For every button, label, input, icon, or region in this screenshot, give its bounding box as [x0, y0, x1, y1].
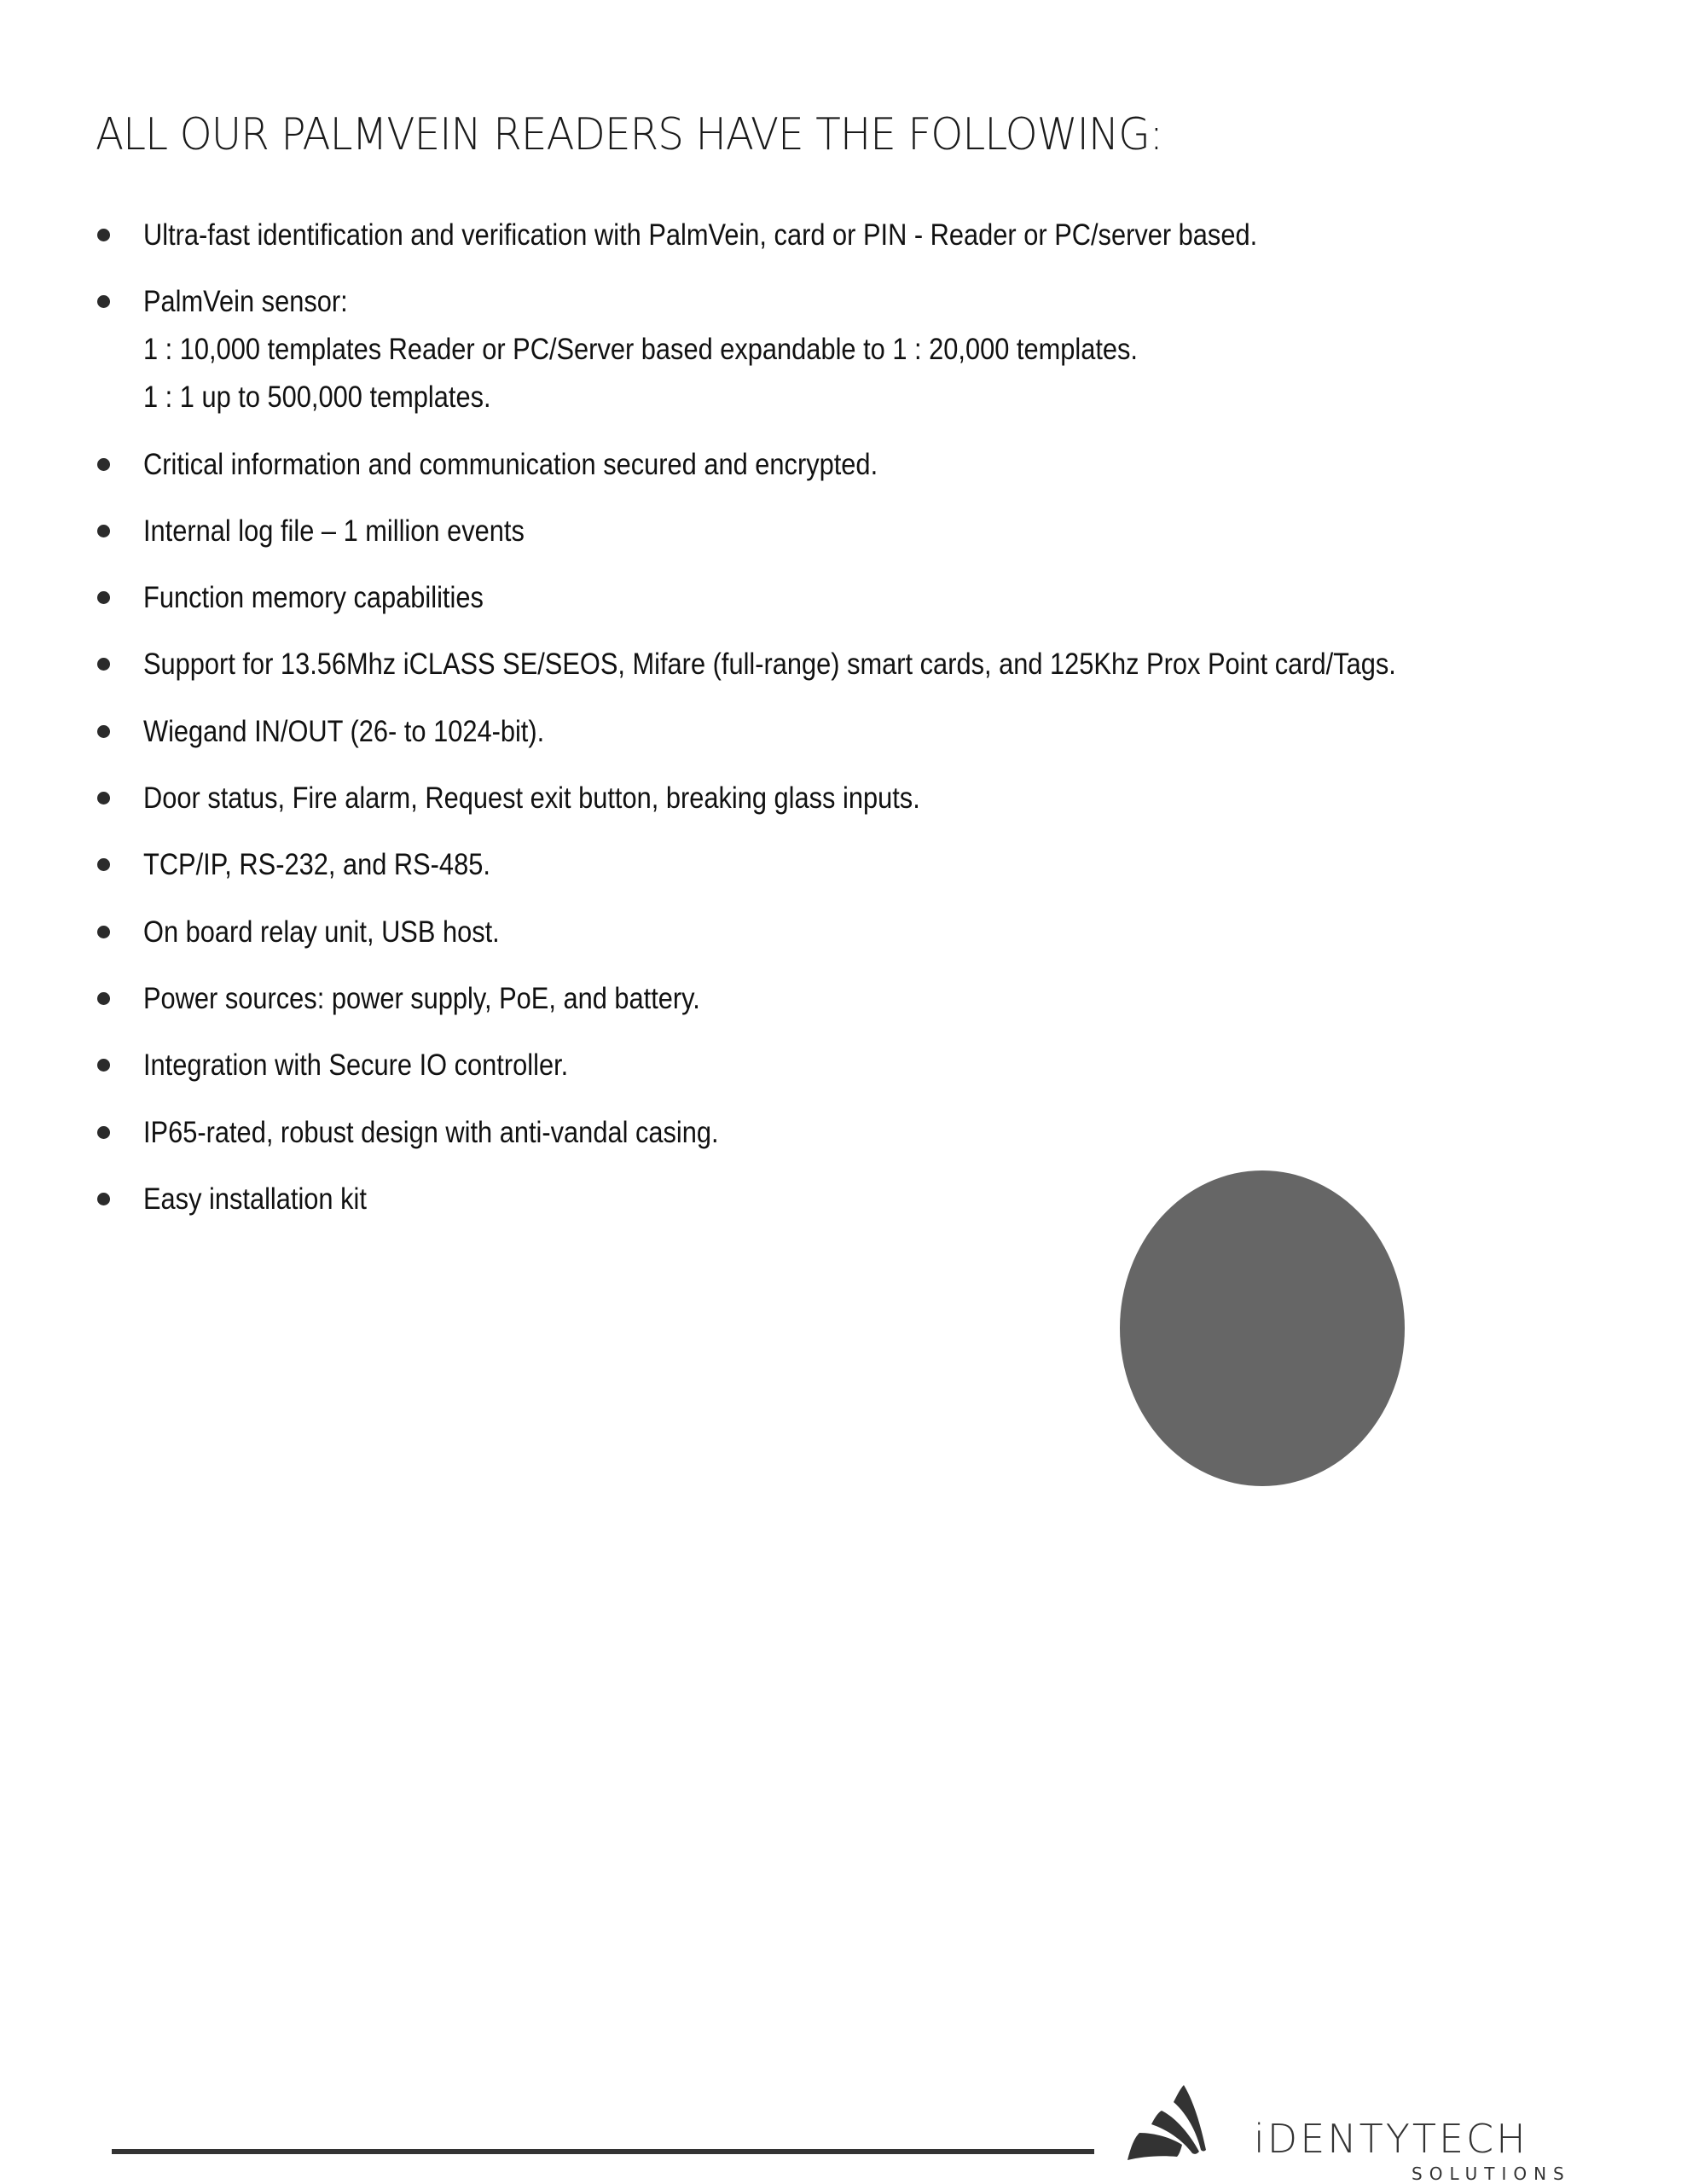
feature-text: Wiegand IN/OUT (26- to 1024-bit). [143, 714, 545, 748]
bullet-icon [97, 858, 110, 871]
feature-text: Support for 13.56Mhz iCLASS SE/SEOS, Mifare (full-range) smart cards, and 125Khz Prox Point card/Tags. [143, 648, 1396, 682]
feature-text: Critical information and communication secured and encrypted. [143, 447, 878, 481]
logo-name: iDENTYTECH [1254, 2116, 1528, 2162]
bullet-icon [97, 792, 110, 804]
logo-tagline: SOLUTIONS [1412, 2164, 1571, 2184]
feature-text: PalmVein sensor: [143, 285, 348, 319]
feature-subtext: 1 : 1 up to 500,000 templates. [143, 380, 491, 415]
feature-item [96, 708, 1631, 756]
feature-text: IP65-rated, robust design with anti-vandal casing. [143, 1115, 719, 1149]
feature-text: Door status, Fire alarm, Request exit button, breaking glass inputs. [143, 781, 920, 816]
bullet-icon [97, 591, 110, 604]
feature-text: TCP/IP, RS-232, and RS-485. [143, 848, 490, 882]
bullet-icon [97, 525, 110, 537]
bullet-icon [97, 295, 110, 308]
company-logo [1126, 2080, 1620, 2184]
feature-subtext: 1 : 10,000 templates Reader or PC/Server based expandable to 1 : 20,000 templates. [143, 333, 1138, 367]
feature-text: Ultra-fast identification and verification with PalmVein, card or PIN - Reader or PC/server based. [143, 218, 1258, 252]
bullet-icon [97, 1059, 110, 1072]
feature-item [96, 975, 1631, 1023]
bullet-icon [97, 229, 110, 241]
gray-circle-graphic [1120, 1170, 1405, 1486]
feature-item [96, 641, 1631, 688]
feature-item [96, 574, 1631, 622]
footer-divider [112, 2149, 1094, 2154]
bullet-icon [97, 458, 110, 471]
page-title: ALL OUR PALMVEIN READERS HAVE THE FOLLOWING: [96, 109, 1163, 160]
feature-text: Power sources: power supply, PoE, and battery. [143, 981, 700, 1015]
feature-text: Easy installation kit [143, 1182, 367, 1216]
feature-item [96, 841, 1631, 889]
feature-item [96, 441, 1631, 489]
feature-item [96, 508, 1631, 555]
feature-item [96, 1109, 1631, 1157]
bullet-icon [97, 1126, 110, 1139]
feature-text: Internal log file – 1 million events [143, 514, 525, 548]
feature-item [96, 212, 1631, 259]
feature-list [96, 212, 1631, 1242]
feature-text: On board relay unit, USB host. [143, 915, 500, 949]
bullet-icon [97, 992, 110, 1005]
feature-text: Integration with Secure IO controller. [143, 1048, 569, 1083]
feature-text: Function memory capabilities [143, 581, 484, 615]
bullet-icon [97, 725, 110, 738]
bullet-icon [97, 658, 110, 671]
feature-item [96, 278, 1631, 421]
bullet-icon [97, 926, 110, 938]
feature-item [96, 1042, 1631, 1089]
fan-wing-icon [1126, 2080, 1245, 2165]
feature-item [96, 1176, 1631, 1223]
feature-item [96, 909, 1631, 956]
feature-item [96, 775, 1631, 822]
bullet-icon [97, 1193, 110, 1205]
